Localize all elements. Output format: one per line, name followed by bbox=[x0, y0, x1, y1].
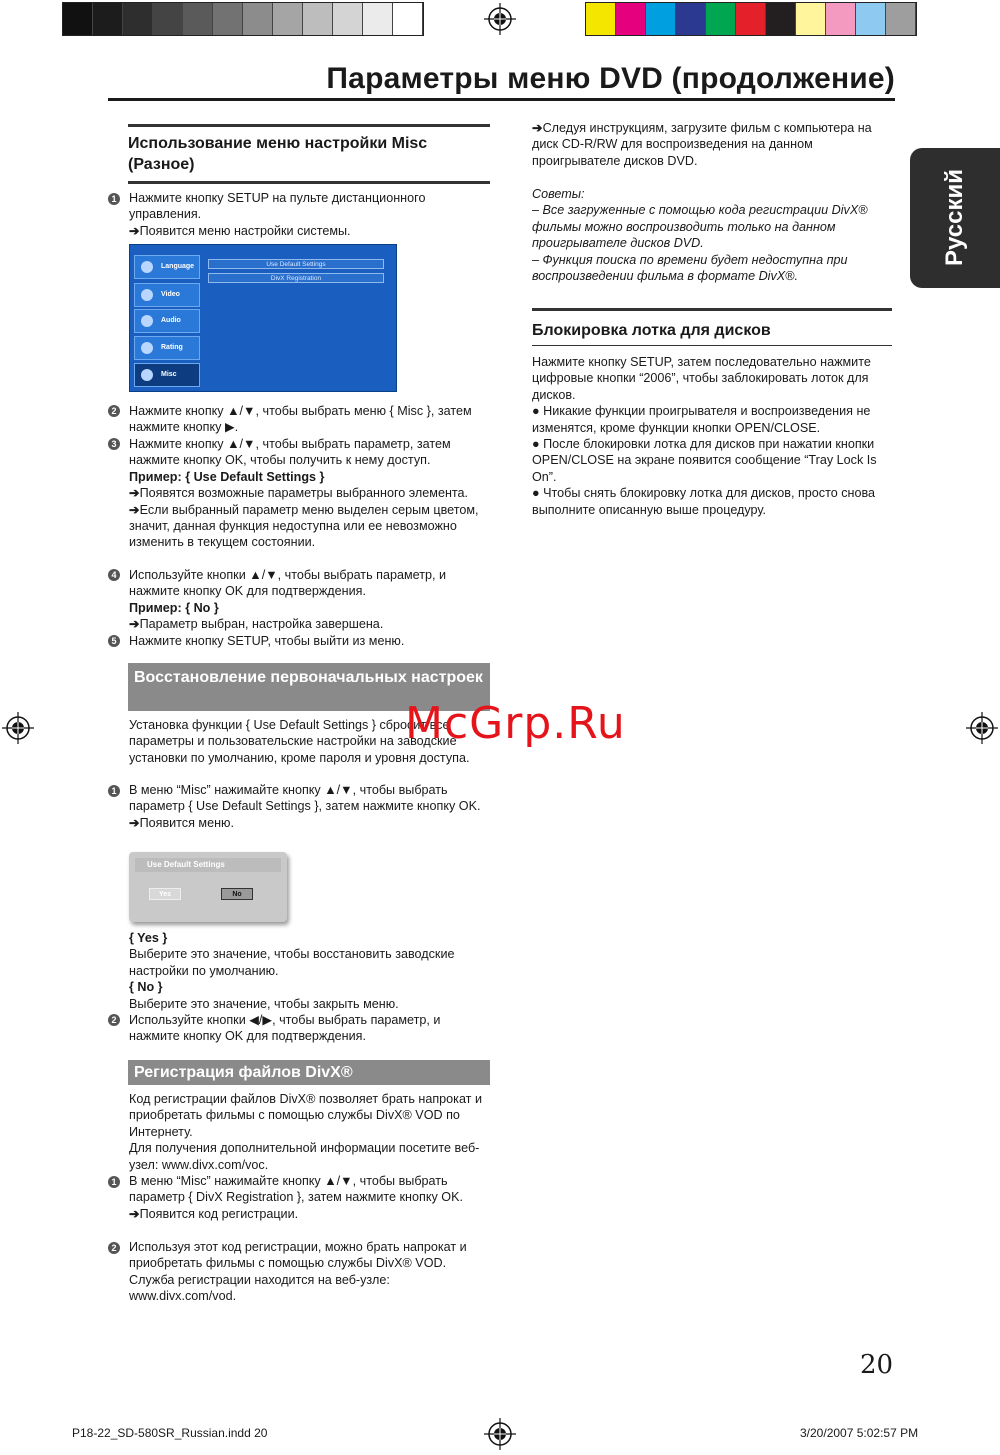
gray-swatch bbox=[123, 3, 153, 35]
divx-instructions: ➔Следуя инструкциям, загрузите фильм с компьютера на диск CD-R/RW для воспроизведения на данном проигрывателе дисков DVD. bbox=[532, 121, 872, 168]
color-swatch bbox=[706, 3, 736, 35]
step-number-4: 4 bbox=[108, 569, 120, 581]
footer-date: 3/20/2007 5:02:57 PM bbox=[800, 1426, 919, 1440]
color-swatch bbox=[586, 3, 616, 35]
color-swatch bbox=[676, 3, 706, 35]
color-swatch bbox=[796, 3, 826, 35]
default-settings-dialog bbox=[129, 852, 287, 922]
option-divx-registration: DivX Registration bbox=[208, 273, 384, 283]
menu-item-video: Video bbox=[134, 283, 200, 307]
misc-step3: Нажмите кнопку ▲/▼, чтобы выбрать параметр, затем нажмите кнопку OK, чтобы получить к нему доступ. Пример: { Use Default Settings } ➔Появятся возможные параметры выбранного элемента. ➔Если выбранный параметр меню выделен серым цветом, значит, данная функция недоступна или ее невозможно изменить в текущем состоянии. bbox=[129, 437, 479, 550]
dialog-title: Use Default Settings bbox=[135, 858, 281, 872]
registration-mark-icon bbox=[966, 712, 998, 744]
misc-step2: Нажмите кнопку ▲/▼, чтобы выбрать меню { Misc }, затем нажмите кнопку ▶. bbox=[129, 404, 472, 435]
gray-swatch bbox=[213, 3, 243, 35]
registration-mark-icon bbox=[484, 3, 516, 35]
restore-step1: В меню “Misc” нажимайте кнопку ▲/▼, чтобы выбрать параметр { Use Default Settings }, затем нажмите кнопку OK. ➔Появится меню. bbox=[129, 783, 481, 830]
restore-heading: Восстановление первоначальных настроек bbox=[128, 663, 490, 711]
gray-swatch bbox=[393, 3, 423, 35]
color-swatch bbox=[856, 3, 886, 35]
color-swatch bbox=[766, 3, 796, 35]
tray-lock-heading: Блокировка лотка для дисков bbox=[532, 308, 892, 346]
color-swatch bbox=[646, 3, 676, 35]
step-number-3: 3 bbox=[108, 438, 120, 450]
step-number-1: 1 bbox=[108, 193, 120, 205]
misc-step1: Нажмите кнопку SETUP на пульте дистанционного управления. ➔Появится меню настройки системы. bbox=[129, 191, 426, 238]
option-use-default: Use Default Settings bbox=[208, 259, 384, 269]
restore-step2: Используйте кнопки ◀/▶, чтобы выбрать параметр, и нажмите кнопку OK для подтверждения. bbox=[129, 1013, 441, 1044]
color-swatch bbox=[616, 3, 646, 35]
menu-item-language: Language bbox=[134, 255, 200, 279]
gray-swatch bbox=[63, 3, 93, 35]
process-color-bar bbox=[585, 2, 917, 36]
step-number-2: 2 bbox=[108, 1014, 120, 1026]
color-swatch bbox=[826, 3, 856, 35]
step-number-1: 1 bbox=[108, 785, 120, 797]
tips: Советы: – Все загруженные с помощью кода регистрации DivX® фильмы можно воспроизводить только на данном проигрывателе дисков DVD. – Функция поиска по времени будет недоступна при воспроизведении фильма в формате DivX®. bbox=[532, 187, 868, 284]
misc-step5: Нажмите кнопку SETUP, чтобы выйти из меню. bbox=[129, 634, 405, 648]
gray-swatch bbox=[333, 3, 363, 35]
menu-item-audio: Audio bbox=[134, 309, 200, 333]
registration-mark-icon bbox=[484, 1418, 516, 1450]
gray-swatch bbox=[303, 3, 333, 35]
yes-button: Yes bbox=[149, 888, 181, 900]
watermark: McGrp.Ru bbox=[405, 698, 626, 749]
gray-swatch bbox=[93, 3, 123, 35]
restore-intro: Установка функции { Use Default Settings } сбросит все параметры и пользовательские настройки на заводские установки по умолчанию, кроме пароля и уровня доступа. bbox=[129, 718, 470, 765]
grayscale-bar bbox=[62, 2, 424, 36]
gray-swatch bbox=[243, 3, 273, 35]
yes-option-description: { Yes } Выберите это значение, чтобы восстановить заводские настройки по умолчанию. { No } Выберите это значение, чтобы закрыть меню. bbox=[129, 931, 455, 1011]
menu-item-misc: Misc bbox=[134, 363, 200, 387]
color-swatch bbox=[886, 3, 916, 35]
misc-step4: Используйте кнопки ▲/▼, чтобы выбрать параметр, и нажмите кнопку OK для подтверждения. Пример: { No } ➔Параметр выбран, настройка завершена. bbox=[129, 568, 447, 632]
color-swatch bbox=[736, 3, 766, 35]
divx-step1: В меню “Misc” нажимайте кнопку ▲/▼, чтобы выбрать параметр { DivX Registration }, затем нажмите кнопку OK. ➔Появится код регистрации. bbox=[129, 1174, 463, 1221]
tray-lock-text: Нажмите кнопку SETUP, затем последовательно нажмите цифровые кнопки “2006”, чтобы заблокировать лоток для дисков. ● Никакие функции проигрывателя и воспроизведения не изменятся, кроме функции кнопки OPEN/CLOSE. ● После блокировки лотка для дисков при нажатии кнопки OPEN/CLOSE на экране появится сообщение “Tray Lock Is On”. ● Чтобы снять блокировку лотка для дисков, просто снова выполните описанную выше процедуру. bbox=[532, 355, 877, 517]
step-number-2: 2 bbox=[108, 405, 120, 417]
no-button: No bbox=[221, 888, 253, 900]
registration-mark-icon bbox=[2, 712, 34, 744]
page-number: 20 bbox=[860, 1350, 894, 1380]
gray-swatch bbox=[363, 3, 393, 35]
step-number-1: 1 bbox=[108, 1176, 120, 1188]
gray-swatch bbox=[183, 3, 213, 35]
misc-heading: Использование меню настройки Misc (Разное) bbox=[128, 124, 490, 184]
divx-intro: Код регистрации файлов DivX® позволяет брать напрокат и приобретать фильмы с помощью службы DivX® VOD по Интернету. Для получения дополнительной информации посетите веб-узел: www.divx.com/voc. bbox=[129, 1092, 482, 1172]
divx-step2: Используя этот код регистрации, можно брать напрокат и приобретать фильмы с помощью службы DivX® VOD. Служба регистрации находится на веб-узле: www.divx.com/vod. bbox=[129, 1240, 467, 1304]
step-number-2: 2 bbox=[108, 1242, 120, 1254]
page-title: Параметры меню DVD (продолжение) bbox=[108, 62, 895, 101]
menu-item-rating: Rating bbox=[134, 336, 200, 360]
gray-swatch bbox=[273, 3, 303, 35]
footer-file: P18-22_SD-580SR_Russian.indd 20 bbox=[72, 1426, 268, 1440]
divx-heading: Регистрация файлов DivX® bbox=[128, 1060, 490, 1085]
gray-swatch bbox=[153, 3, 183, 35]
step-number-5: 5 bbox=[108, 635, 120, 647]
setup-menu-screenshot bbox=[129, 244, 397, 392]
language-tab: Русский bbox=[910, 148, 1000, 288]
